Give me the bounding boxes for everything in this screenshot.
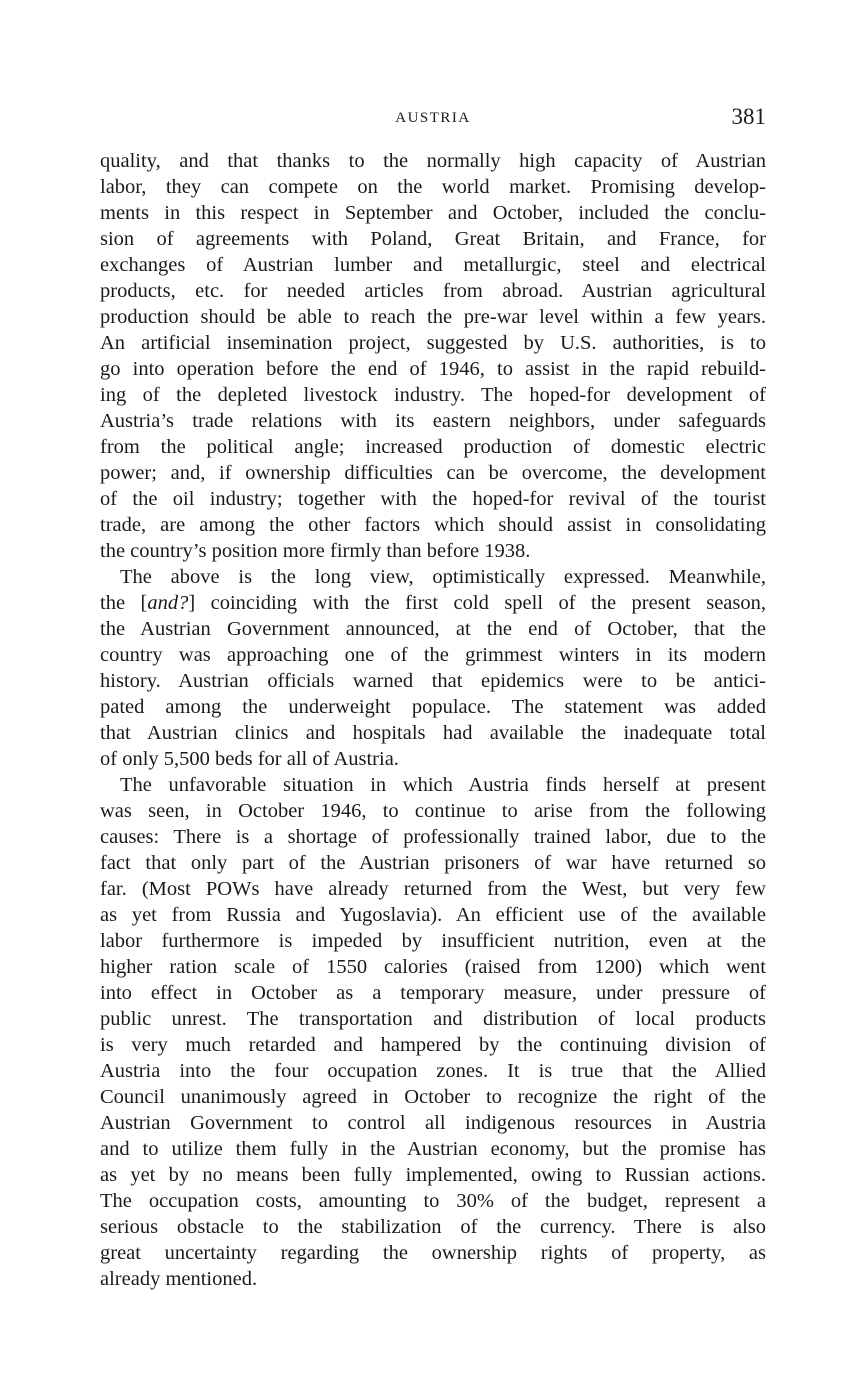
- text-line: production should be able to reach the pre-war level within a few years.: [100, 306, 766, 328]
- text-line: of only 5,500 beds for all of Austria.: [100, 748, 399, 770]
- text-line: is very much retarded and hampered by the continuing division of: [100, 1034, 766, 1056]
- text-line: that Austrian clinics and hospitals had available the inadequate total: [100, 722, 766, 744]
- text-line: from the political angle; increased production of domestic electric: [100, 436, 766, 458]
- text-line: far. (Most POWs have already returned from the West, but very few: [100, 878, 766, 900]
- text-line: The unfavorable situation in which Austria finds herself at present: [120, 774, 766, 796]
- paragraph-2: [100, 564, 766, 772]
- text-line: labor, they can compete on the world market. Promising develop-: [100, 176, 766, 198]
- text-line: the Austrian Government announced, at the end of October, that the: [100, 618, 766, 640]
- text-line: power; and, if ownership difficulties can be overcome, the development: [100, 462, 766, 484]
- text-line: The occupation costs, amounting to 30% of the budget, represent a: [100, 1190, 766, 1212]
- text-line: go into operation before the end of 1946, to assist in the rapid rebuild-: [100, 358, 766, 380]
- text-line: Austria’s trade relations with its eastern neighbors, under safeguards: [100, 410, 766, 432]
- text-line: fact that only part of the Austrian prisoners of war have returned so: [100, 852, 766, 874]
- editorial-query: and?: [147, 592, 189, 614]
- text-line: higher ration scale of 1550 calories (raised from 1200) which went: [100, 956, 766, 978]
- running-head: [100, 104, 766, 134]
- text-line: An artificial insemination project, suggested by U.S. authorities, is to: [100, 332, 766, 354]
- text-line: great uncertainty regarding the ownership rights of property, as: [100, 1242, 766, 1264]
- running-title: AUSTRIA: [395, 110, 471, 126]
- text-line: was seen, in October 1946, to continue to arise from the following: [100, 800, 766, 822]
- text-line: serious obstacle to the stabilization of the currency. There is also: [100, 1216, 766, 1238]
- text-line: sion of agreements with Poland, Great Britain, and France, for: [100, 228, 766, 250]
- text-line: labor furthermore is impeded by insufficient nutrition, even at the: [100, 930, 766, 952]
- body-text: [100, 148, 766, 1292]
- page-number: 381: [731, 104, 766, 129]
- text-line: ing of the depleted livestock industry. The hoped-for development of: [100, 384, 766, 406]
- paragraph-3: [100, 772, 766, 1292]
- paragraph-1: [100, 148, 766, 564]
- text-line: of the oil industry; together with the hoped-for revival of the tourist: [100, 488, 766, 510]
- text-line: ments in this respect in September and October, included the conclu-: [100, 202, 766, 224]
- text-line: causes: There is a shortage of professionally trained labor, due to the: [100, 826, 766, 848]
- text-line: the country’s position more firmly than before 1938.: [100, 540, 531, 562]
- text-line-with-editorial-note: the [and?] coinciding with the first cold spell of the present season,: [100, 592, 766, 614]
- text-line: history. Austrian officials warned that epidemics were to be antici-: [100, 670, 766, 692]
- text-line: products, etc. for needed articles from abroad. Austrian agricultural: [100, 280, 766, 302]
- text-line: Austria into the four occupation zones. It is true that the Allied: [100, 1060, 766, 1082]
- text-line: into effect in October as a temporary measure, under pressure of: [100, 982, 766, 1004]
- text-line: as yet from Russia and Yugoslavia). An efficient use of the available: [100, 904, 766, 926]
- text-line: Council unanimously agreed in October to recognize the right of the: [100, 1086, 766, 1108]
- text-line: country was approaching one of the grimmest winters in its modern: [100, 644, 766, 666]
- text-line: quality, and that thanks to the normally high capacity of Austrian: [100, 150, 766, 172]
- text-line: exchanges of Austrian lumber and metallurgic, steel and electrical: [100, 254, 766, 276]
- text-line: trade, are among the other factors which should assist in consolidating: [100, 514, 766, 536]
- text-line: as yet by no means been fully implemented, owing to Russian actions.: [100, 1164, 766, 1186]
- text-line: already mentioned.: [100, 1268, 258, 1290]
- text-line: pated among the underweight populace. The statement was added: [100, 696, 766, 718]
- text-line: Austrian Government to control all indigenous resources in Austria: [100, 1112, 766, 1134]
- text-line: and to utilize them fully in the Austrian economy, but the promise has: [100, 1138, 766, 1160]
- text-line: public unrest. The transportation and distribution of local products: [100, 1008, 766, 1030]
- text-line: The above is the long view, optimistically expressed. Meanwhile,: [120, 566, 766, 588]
